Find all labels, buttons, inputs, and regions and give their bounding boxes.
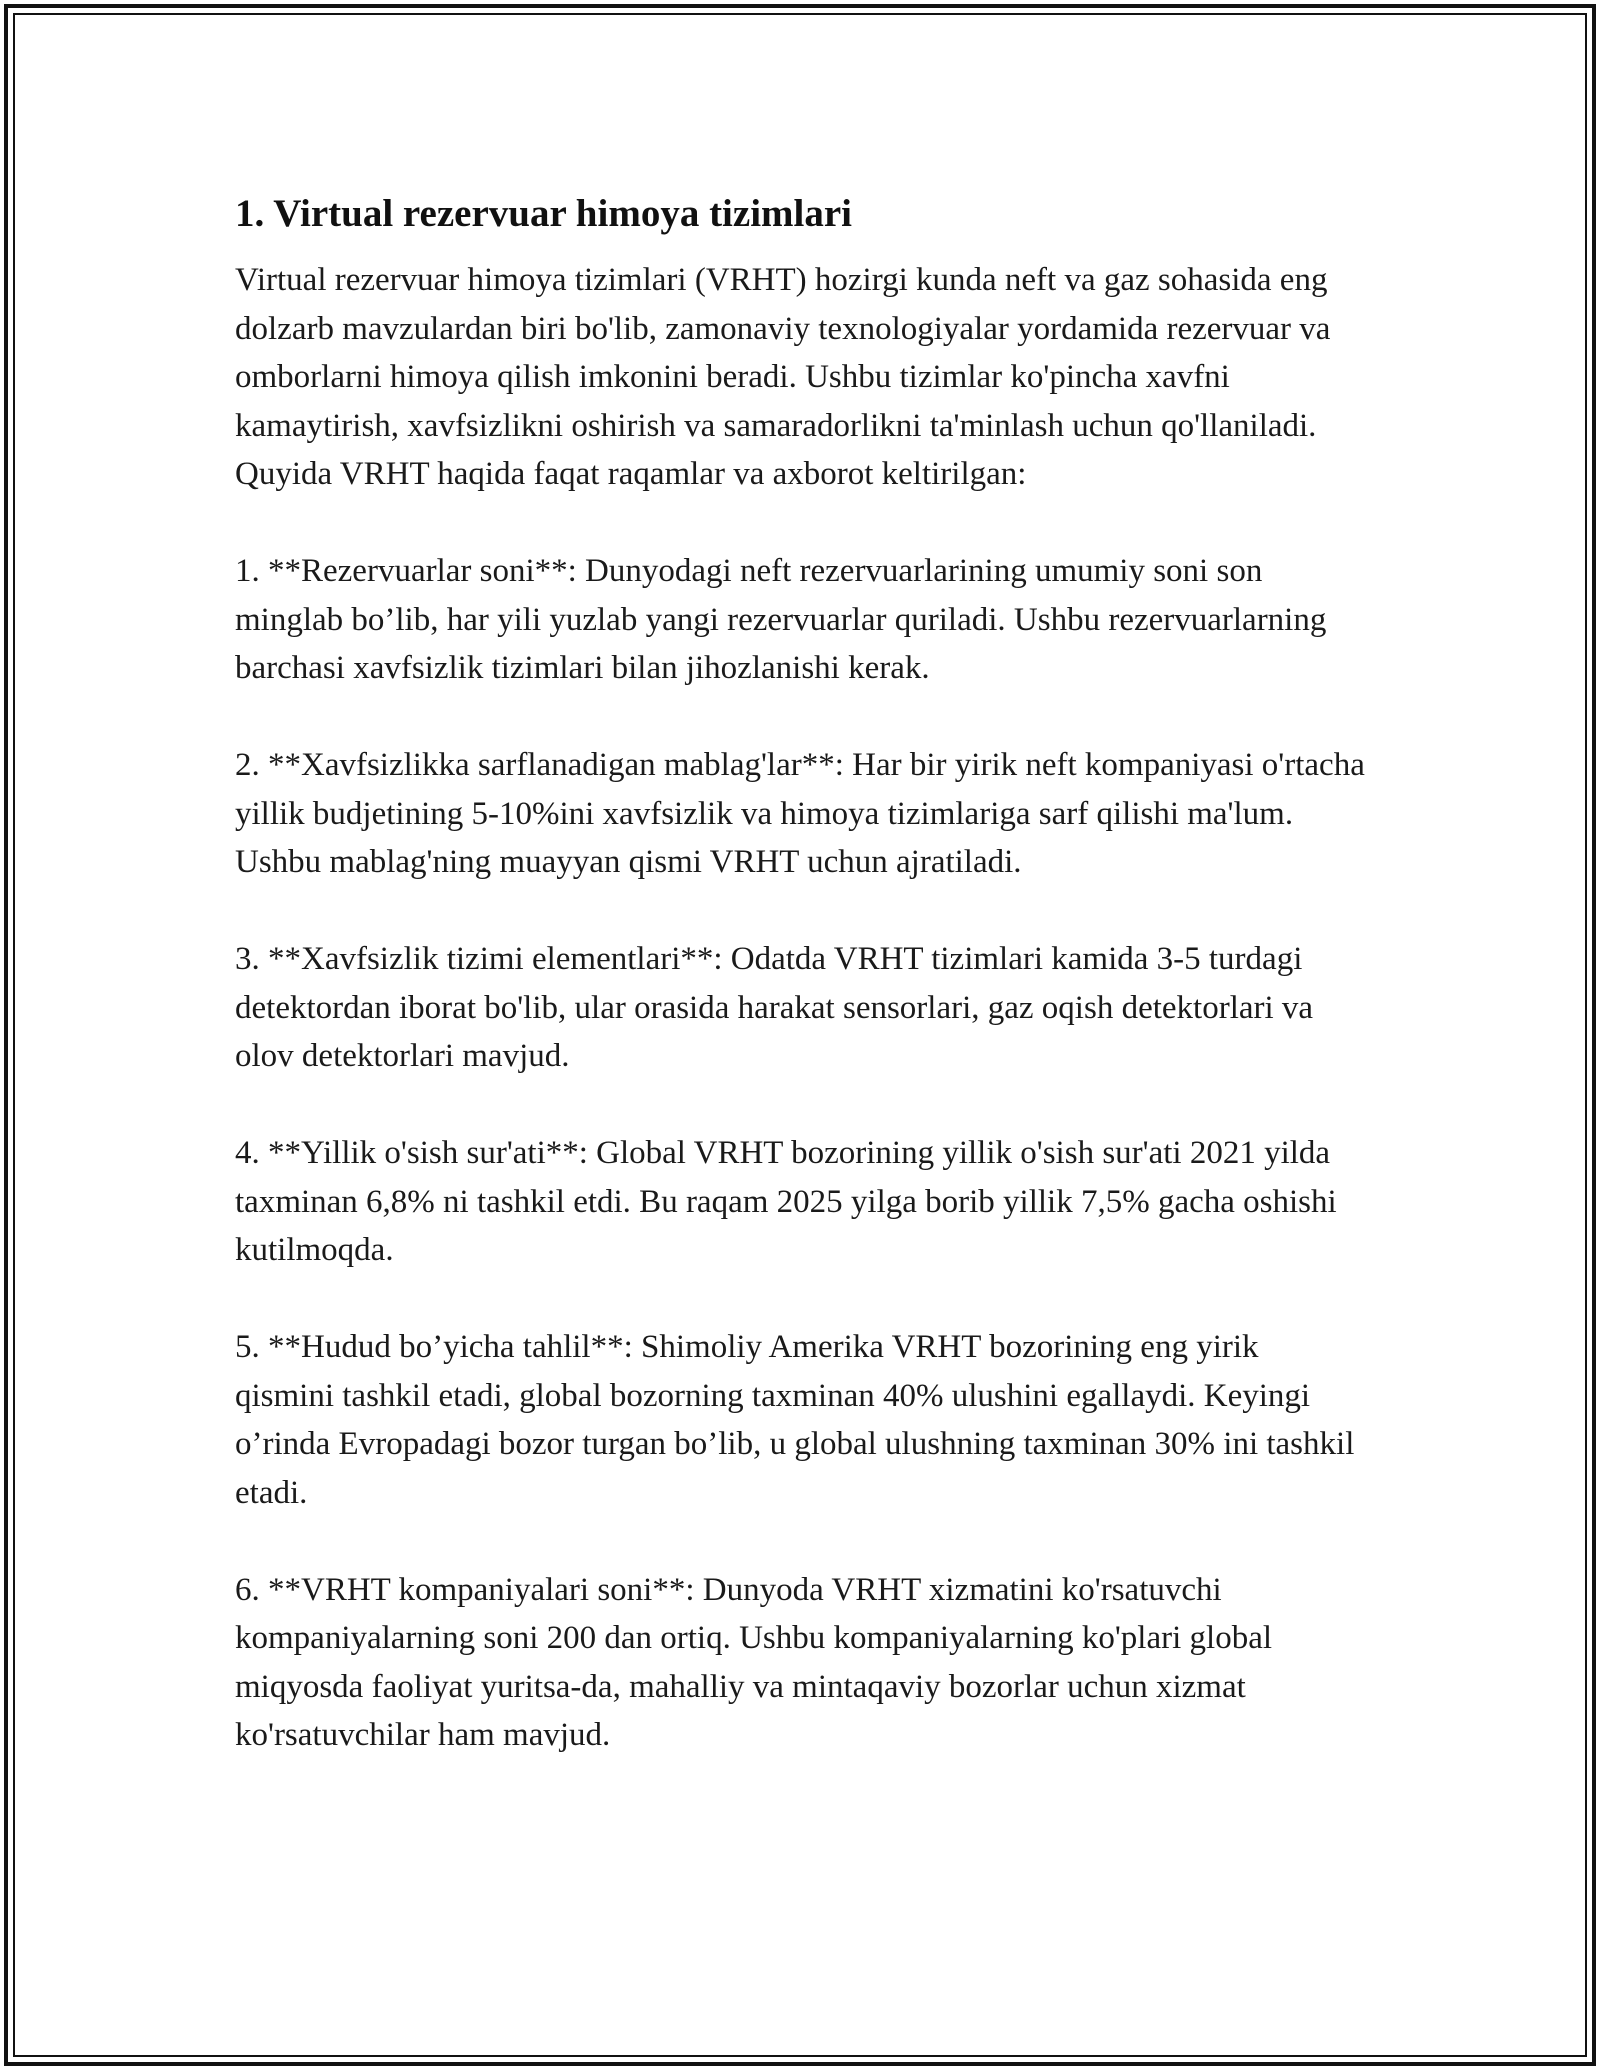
list-item-text: 4. **Yillik o'sish sur'ati**: Global VRHT bozorining yillik o'sish sur'ati 2021 yilda taxminan 6,8% ni tashkil etdi. Bu raqam 2025 yilga borib yillik 7,5% gacha oshishi kutilmoqda. <box>235 1135 1337 1268</box>
list-item-text: 3. **Xavfsizlik tizimi elementlari**: Odatda VRHT tizimlari kamida 3-5 turdagi detektordan iborat bo'lib, ular orasida harakat sensorlari, gaz oqish detektorlari va olov detektorlari mavjud. <box>235 941 1314 1074</box>
list-item-text: 6. **VRHT kompaniyalari soni**: Dunyoda VRHT xizmatini ko'rsatuvchi kompaniyalarning soni 200 dan ortiq. Ushbu kompaniyalarning ko'plari global miqyosda faoliyat yuritsa-da, mahalliy va mintaqaviy bozorlar uchun xizmat ko'rsatuvchilar ham mavjud. <box>235 1571 1273 1753</box>
list-item-6 <box>235 1566 1365 1760</box>
document-title: 1. Virtual rezervuar himoya tizimlari <box>235 192 853 235</box>
list-item-text: 2. **Xavfsizlikka sarflanadigan mablag'lar**: Har bir yirik neft kompaniyasi o'rtacha yillik budjetining 5-10%ini xavfsizlik va himoya tizimlariga sarf qilishi ma'lum. Ushbu mablag'ning muayyan qismi VRHT uchun ajratiladi. <box>235 747 1365 880</box>
list-item-1 <box>235 547 1365 693</box>
list-item-4 <box>235 1129 1365 1275</box>
list-item-3 <box>235 935 1365 1081</box>
list-item-text: 5. **Hudud bo’yicha tahlil**: Shimoliy Amerika VRHT bozorining eng yirik qismini tashkil etadi, global bozorning taxminan 40% ulushini egallaydi. Keyingi o’rinda Evropadagi bozor turgan bo’lib, u global ulushning taxminan 30% ini tashkil etadi. <box>235 1329 1355 1511</box>
list-item-text: 1. **Rezervuarlar soni**: Dunyodagi neft rezervuarlarining umumiy soni son minglab bo’lib, har yili yuzlab yangi rezervuarlar quriladi. Ushbu rezervuarlarning barchasi xavfsizlik tizimlari bilan jihozlanishi kerak. <box>235 553 1327 686</box>
list-item-5 <box>235 1323 1365 1517</box>
intro-paragraph: Virtual rezervuar himoya tizimlari (VRHT) hozirgi kunda neft va gaz sohasida eng dolzarb mavzulardan biri bo'lib, zamonaviy texnologiyalar yordamida rezervuar va omborlarni himoya qilish imkonini beradi. Ushbu tizimlar ko'pincha xavfni kamaytirish, xavfsizlikni oshirish va samaradorlikni ta'minlash uchun qo'llaniladi. Quyida VRHT haqida faqat raqamlar va axborot keltirilgan: <box>235 262 1331 492</box>
document-body <box>235 188 1365 1760</box>
list-item-2 <box>235 741 1365 887</box>
